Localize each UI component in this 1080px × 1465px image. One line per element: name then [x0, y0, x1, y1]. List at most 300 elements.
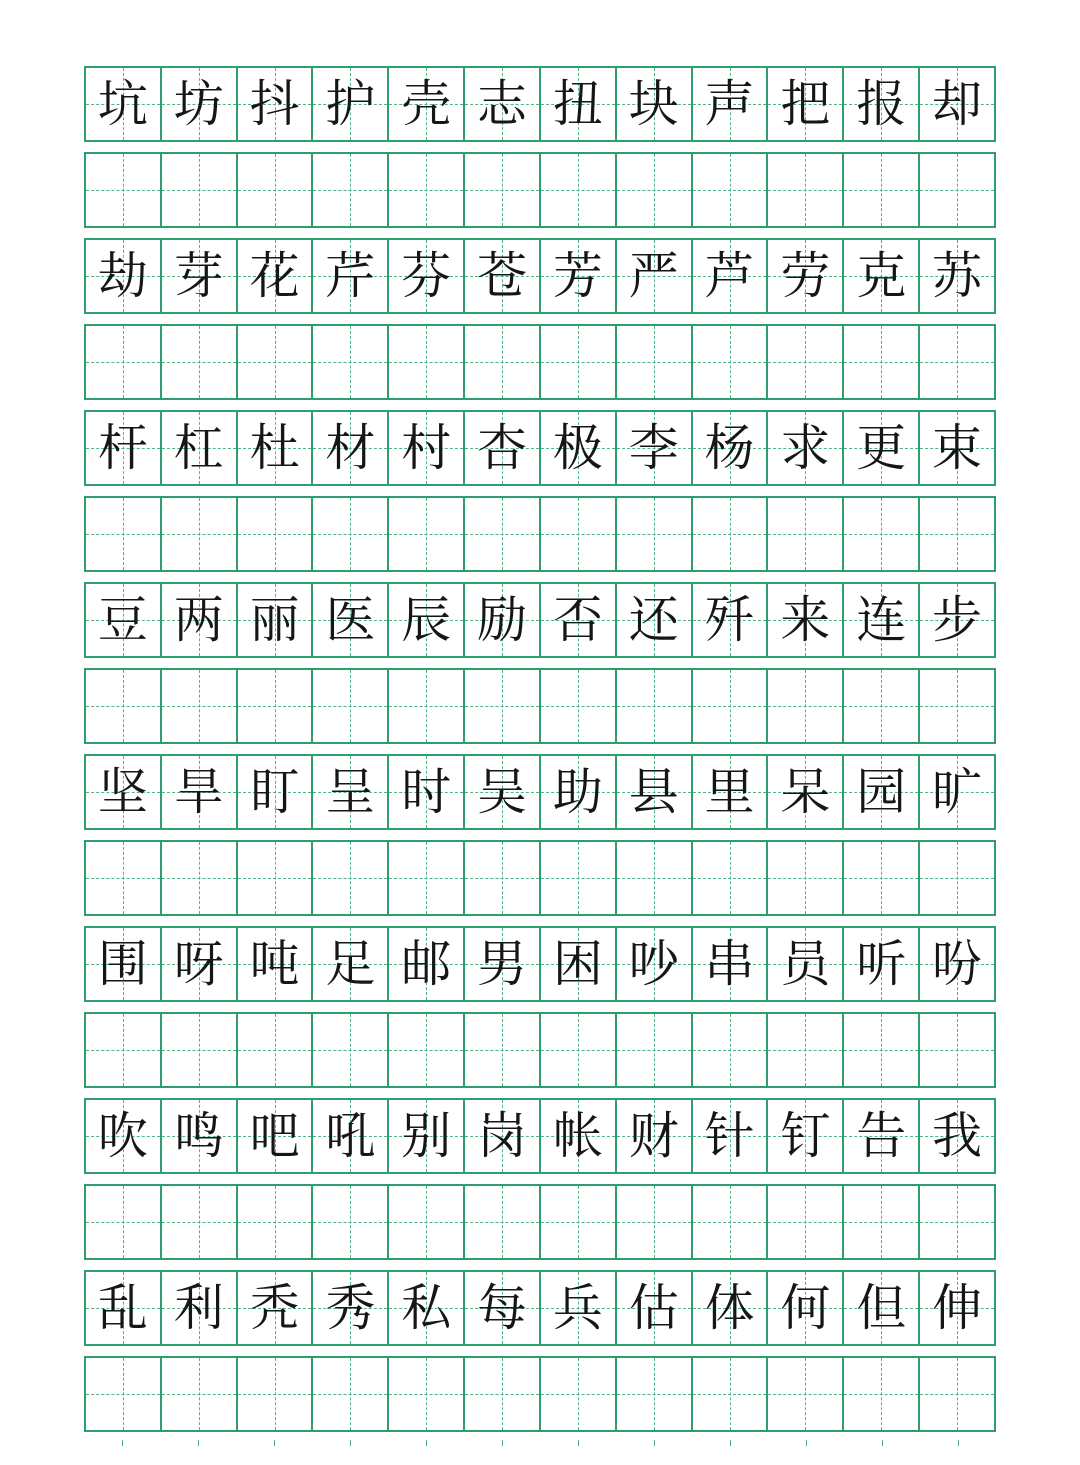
tian-grid-cell	[389, 584, 465, 656]
tian-grid-cell	[313, 68, 389, 140]
tian-grid-cell	[86, 1272, 162, 1344]
practice-cell[interactable]	[389, 1358, 465, 1430]
practice-row	[84, 496, 996, 572]
practice-cell[interactable]	[920, 498, 994, 570]
model-character: 杏	[477, 419, 528, 477]
tian-grid-cell	[768, 928, 844, 1000]
character-row	[84, 410, 996, 486]
practice-cell[interactable]	[162, 1014, 238, 1086]
model-character: 吹	[97, 1107, 148, 1165]
character-row	[84, 582, 996, 658]
tian-grid-cell	[541, 756, 617, 828]
model-character: 求	[780, 419, 831, 477]
practice-cell[interactable]	[844, 1014, 920, 1086]
practice-cell[interactable]	[693, 1186, 769, 1258]
tian-grid-cell	[617, 1272, 693, 1344]
practice-cell[interactable]	[313, 1358, 389, 1430]
tian-grid-cell	[86, 584, 162, 656]
tian-grid-cell	[86, 756, 162, 828]
practice-cell[interactable]	[844, 326, 920, 398]
model-character: 听	[856, 935, 907, 993]
tian-grid-cell	[238, 412, 314, 484]
practice-cell[interactable]	[541, 326, 617, 398]
model-character: 呈	[325, 763, 376, 821]
model-character: 员	[780, 935, 831, 993]
model-character: 辰	[401, 591, 452, 649]
tian-grid-cell	[313, 756, 389, 828]
practice-cell[interactable]	[844, 1186, 920, 1258]
tian-grid-cell	[617, 928, 693, 1000]
practice-cell[interactable]	[693, 154, 769, 226]
model-character: 壳	[401, 75, 452, 133]
model-character: 盯	[249, 763, 300, 821]
tian-grid-cell	[920, 584, 994, 656]
model-character: 里	[704, 763, 755, 821]
model-character: 但	[856, 1279, 907, 1337]
tian-grid-cell	[693, 68, 769, 140]
guide-mark	[388, 1440, 464, 1446]
practice-cell[interactable]	[844, 842, 920, 914]
model-character: 兵	[552, 1279, 603, 1337]
character-row	[84, 754, 996, 830]
tian-grid-cell	[768, 240, 844, 312]
practice-cell[interactable]	[162, 670, 238, 742]
tian-grid-cell	[389, 240, 465, 312]
practice-cell[interactable]	[162, 498, 238, 570]
tian-grid-cell	[162, 68, 238, 140]
guide-mark	[312, 1440, 388, 1446]
tian-grid-cell	[162, 756, 238, 828]
practice-cell[interactable]	[389, 670, 465, 742]
model-character: 告	[856, 1107, 907, 1165]
model-character: 我	[932, 1107, 983, 1165]
practice-cell[interactable]	[844, 670, 920, 742]
tian-grid-cell	[162, 240, 238, 312]
practice-cell[interactable]	[313, 326, 389, 398]
tian-grid-cell	[920, 412, 994, 484]
character-row	[84, 66, 996, 142]
practice-cell[interactable]	[617, 154, 693, 226]
model-character: 杨	[704, 419, 755, 477]
practice-cell[interactable]	[768, 1358, 844, 1430]
model-character: 秀	[325, 1279, 376, 1337]
model-character: 志	[477, 75, 528, 133]
tian-grid-cell	[238, 928, 314, 1000]
model-character: 花	[249, 247, 300, 305]
tian-grid-cell	[920, 756, 994, 828]
tian-grid-cell	[465, 584, 541, 656]
practice-cell[interactable]	[844, 498, 920, 570]
practice-cell[interactable]	[920, 1186, 994, 1258]
tian-grid-cell	[313, 1272, 389, 1344]
practice-row	[84, 1012, 996, 1088]
practice-cell[interactable]	[693, 1014, 769, 1086]
model-character: 报	[856, 75, 907, 133]
practice-cell[interactable]	[617, 1358, 693, 1430]
tian-grid-cell	[693, 1272, 769, 1344]
model-character: 足	[325, 935, 376, 993]
practice-cell[interactable]	[389, 154, 465, 226]
practice-cell[interactable]	[541, 498, 617, 570]
model-character: 困	[552, 935, 603, 993]
practice-cell[interactable]	[86, 1014, 162, 1086]
model-character: 串	[704, 935, 755, 993]
model-character: 邮	[401, 935, 452, 993]
model-character: 私	[401, 1279, 452, 1337]
tian-grid-cell	[238, 756, 314, 828]
practice-cell[interactable]	[844, 1358, 920, 1430]
practice-cell[interactable]	[920, 326, 994, 398]
practice-cell[interactable]	[920, 1014, 994, 1086]
practice-cell[interactable]	[313, 670, 389, 742]
model-character: 何	[780, 1279, 831, 1337]
model-character: 吨	[249, 935, 300, 993]
practice-cell[interactable]	[693, 842, 769, 914]
tian-grid-cell	[768, 756, 844, 828]
practice-row	[84, 668, 996, 744]
tian-grid-cell	[389, 68, 465, 140]
practice-cell[interactable]	[238, 1358, 314, 1430]
practice-cell[interactable]	[768, 1186, 844, 1258]
tian-grid-cell	[844, 1100, 920, 1172]
copybook-sheet	[84, 66, 996, 1442]
model-character: 苍	[477, 247, 528, 305]
model-character: 丽	[249, 591, 300, 649]
model-character: 坚	[97, 763, 148, 821]
tian-grid-cell	[465, 1272, 541, 1344]
practice-cell[interactable]	[541, 1358, 617, 1430]
practice-cell[interactable]	[389, 1014, 465, 1086]
model-character: 鸣	[173, 1107, 224, 1165]
practice-cell[interactable]	[238, 154, 314, 226]
tian-grid-cell	[162, 1272, 238, 1344]
model-character: 岗	[477, 1107, 528, 1165]
tian-grid-cell	[313, 1100, 389, 1172]
tian-grid-cell	[617, 68, 693, 140]
practice-cell[interactable]	[162, 1186, 238, 1258]
model-character: 吧	[249, 1107, 300, 1165]
model-character: 劫	[97, 247, 148, 305]
tian-grid-cell	[238, 1272, 314, 1344]
practice-cell[interactable]	[86, 1186, 162, 1258]
practice-cell[interactable]	[541, 1186, 617, 1258]
practice-cell[interactable]	[541, 842, 617, 914]
guide-mark	[844, 1440, 920, 1446]
tian-grid-cell	[617, 240, 693, 312]
practice-cell[interactable]	[768, 670, 844, 742]
practice-cell[interactable]	[465, 154, 541, 226]
tian-grid-cell	[617, 756, 693, 828]
tian-grid-cell	[693, 756, 769, 828]
tian-grid-cell	[162, 928, 238, 1000]
tian-grid-cell	[238, 68, 314, 140]
practice-cell[interactable]	[465, 842, 541, 914]
tian-grid-cell	[844, 584, 920, 656]
practice-cell[interactable]	[465, 1358, 541, 1430]
tian-grid-cell	[238, 1100, 314, 1172]
tian-grid-cell	[313, 412, 389, 484]
tian-grid-cell	[86, 928, 162, 1000]
guide-mark	[84, 1440, 160, 1446]
tian-grid-cell	[844, 412, 920, 484]
model-character: 豆	[97, 591, 148, 649]
practice-cell[interactable]	[313, 498, 389, 570]
practice-cell[interactable]	[617, 842, 693, 914]
tian-grid-cell	[86, 412, 162, 484]
tian-grid-cell	[844, 756, 920, 828]
model-character: 还	[628, 591, 679, 649]
practice-cell[interactable]	[86, 154, 162, 226]
practice-cell[interactable]	[541, 670, 617, 742]
tian-grid-cell	[465, 240, 541, 312]
tian-grid-cell	[389, 928, 465, 1000]
practice-row	[84, 324, 996, 400]
model-character: 励	[477, 591, 528, 649]
practice-row	[84, 840, 996, 916]
practice-cell[interactable]	[86, 670, 162, 742]
guide-mark	[540, 1440, 616, 1446]
practice-cell[interactable]	[465, 670, 541, 742]
model-character: 连	[856, 591, 907, 649]
practice-cell[interactable]	[617, 670, 693, 742]
practice-cell[interactable]	[238, 670, 314, 742]
practice-cell[interactable]	[693, 670, 769, 742]
tian-grid-cell	[389, 756, 465, 828]
tian-grid-cell	[389, 1272, 465, 1344]
practice-cell[interactable]	[162, 154, 238, 226]
model-character: 克	[856, 247, 907, 305]
model-character: 抖	[249, 75, 300, 133]
model-character: 坊	[173, 75, 224, 133]
model-character: 旱	[173, 763, 224, 821]
practice-cell[interactable]	[541, 154, 617, 226]
model-character: 杠	[173, 419, 224, 477]
tian-grid-cell	[768, 1272, 844, 1344]
practice-cell[interactable]	[86, 1358, 162, 1430]
guide-mark	[464, 1440, 540, 1446]
model-character: 呆	[780, 763, 831, 821]
model-character: 否	[552, 591, 603, 649]
tian-grid-cell	[162, 584, 238, 656]
practice-row	[84, 1184, 996, 1260]
model-character: 材	[325, 419, 376, 477]
model-character: 秃	[249, 1279, 300, 1337]
tian-grid-cell	[465, 928, 541, 1000]
practice-cell[interactable]	[162, 1358, 238, 1430]
tian-grid-cell	[389, 1100, 465, 1172]
tian-grid-cell	[541, 68, 617, 140]
model-character: 两	[173, 591, 224, 649]
model-character: 声	[704, 75, 755, 133]
practice-cell[interactable]	[238, 842, 314, 914]
model-character: 芳	[552, 247, 603, 305]
tian-grid-cell	[541, 1100, 617, 1172]
page-bottom-guide-marks	[84, 1440, 996, 1446]
model-character: 呀	[173, 935, 224, 993]
tian-grid-cell	[920, 1100, 994, 1172]
practice-cell[interactable]	[693, 326, 769, 398]
practice-cell[interactable]	[693, 498, 769, 570]
model-character: 芦	[704, 247, 755, 305]
model-character: 芹	[325, 247, 376, 305]
guide-mark	[768, 1440, 844, 1446]
tian-grid-cell	[541, 928, 617, 1000]
model-character: 帐	[552, 1107, 603, 1165]
model-character: 更	[856, 419, 907, 477]
tian-grid-cell	[693, 1100, 769, 1172]
tian-grid-cell	[617, 1100, 693, 1172]
model-character: 劳	[780, 247, 831, 305]
tian-grid-cell	[465, 68, 541, 140]
model-character: 钉	[780, 1107, 831, 1165]
tian-grid-cell	[844, 68, 920, 140]
tian-grid-cell	[541, 240, 617, 312]
tian-grid-cell	[693, 240, 769, 312]
model-character: 块	[628, 75, 679, 133]
model-character: 极	[552, 419, 603, 477]
practice-cell[interactable]	[238, 326, 314, 398]
tian-grid-cell	[617, 412, 693, 484]
model-character: 吼	[325, 1107, 376, 1165]
practice-cell[interactable]	[313, 1186, 389, 1258]
practice-cell[interactable]	[389, 498, 465, 570]
practice-cell[interactable]	[389, 326, 465, 398]
model-character: 来	[780, 591, 831, 649]
model-character: 财	[628, 1107, 679, 1165]
model-character: 每	[477, 1279, 528, 1337]
practice-cell[interactable]	[617, 326, 693, 398]
practice-cell[interactable]	[465, 326, 541, 398]
tian-grid-cell	[920, 68, 994, 140]
model-character: 吴	[477, 763, 528, 821]
tian-grid-cell	[389, 412, 465, 484]
practice-cell[interactable]	[465, 1014, 541, 1086]
character-row	[84, 1270, 996, 1346]
practice-cell[interactable]	[238, 1186, 314, 1258]
model-character: 针	[704, 1107, 755, 1165]
model-character: 吩	[932, 935, 983, 993]
practice-cell[interactable]	[693, 1358, 769, 1430]
tian-grid-cell	[541, 1272, 617, 1344]
tian-grid-cell	[768, 412, 844, 484]
model-character: 时	[401, 763, 452, 821]
practice-cell[interactable]	[465, 1186, 541, 1258]
model-character: 体	[704, 1279, 755, 1337]
practice-cell[interactable]	[389, 1186, 465, 1258]
guide-mark	[616, 1440, 692, 1446]
guide-mark	[920, 1440, 996, 1446]
practice-row	[84, 1356, 996, 1432]
model-character: 估	[628, 1279, 679, 1337]
tian-grid-cell	[693, 584, 769, 656]
tian-grid-cell	[844, 928, 920, 1000]
model-character: 旷	[932, 763, 983, 821]
tian-grid-cell	[844, 1272, 920, 1344]
practice-cell[interactable]	[465, 498, 541, 570]
model-character: 束	[932, 419, 983, 477]
tian-grid-cell	[86, 1100, 162, 1172]
model-character: 别	[401, 1107, 452, 1165]
model-character: 李	[628, 419, 679, 477]
practice-cell[interactable]	[617, 1014, 693, 1086]
practice-cell[interactable]	[389, 842, 465, 914]
practice-cell[interactable]	[238, 1014, 314, 1086]
model-character: 把	[780, 75, 831, 133]
model-character: 园	[856, 763, 907, 821]
practice-cell[interactable]	[844, 154, 920, 226]
practice-cell[interactable]	[313, 154, 389, 226]
practice-cell[interactable]	[617, 498, 693, 570]
tian-grid-cell	[162, 412, 238, 484]
tian-grid-cell	[693, 412, 769, 484]
model-character: 村	[401, 419, 452, 477]
character-row	[84, 238, 996, 314]
practice-cell[interactable]	[162, 842, 238, 914]
character-row	[84, 1098, 996, 1174]
model-character: 助	[552, 763, 603, 821]
practice-cell[interactable]	[313, 842, 389, 914]
tian-grid-cell	[768, 1100, 844, 1172]
tian-grid-cell	[920, 1272, 994, 1344]
tian-grid-cell	[313, 928, 389, 1000]
practice-cell[interactable]	[162, 326, 238, 398]
model-character: 却	[932, 75, 983, 133]
tian-grid-cell	[541, 584, 617, 656]
tian-grid-cell	[465, 412, 541, 484]
practice-cell[interactable]	[238, 498, 314, 570]
practice-cell[interactable]	[920, 1358, 994, 1430]
guide-mark	[692, 1440, 768, 1446]
model-character: 伸	[932, 1279, 983, 1337]
practice-cell[interactable]	[768, 1014, 844, 1086]
practice-cell[interactable]	[768, 498, 844, 570]
guide-mark	[236, 1440, 312, 1446]
practice-cell[interactable]	[541, 1014, 617, 1086]
character-row	[84, 926, 996, 1002]
practice-cell[interactable]	[920, 842, 994, 914]
model-character: 芽	[173, 247, 224, 305]
tian-grid-cell	[313, 240, 389, 312]
model-character: 利	[173, 1279, 224, 1337]
practice-cell[interactable]	[86, 498, 162, 570]
tian-grid-cell	[465, 1100, 541, 1172]
tian-grid-cell	[238, 240, 314, 312]
practice-cell[interactable]	[86, 326, 162, 398]
practice-cell[interactable]	[768, 326, 844, 398]
practice-cell[interactable]	[86, 842, 162, 914]
practice-cell[interactable]	[768, 842, 844, 914]
guide-mark	[160, 1440, 236, 1446]
practice-row	[84, 152, 996, 228]
practice-cell[interactable]	[768, 154, 844, 226]
tian-grid-cell	[920, 928, 994, 1000]
tian-grid-cell	[238, 584, 314, 656]
model-character: 乱	[97, 1279, 148, 1337]
tian-grid-cell	[86, 68, 162, 140]
model-character: 县	[628, 763, 679, 821]
model-character: 歼	[704, 591, 755, 649]
practice-cell[interactable]	[617, 1186, 693, 1258]
tian-grid-cell	[768, 584, 844, 656]
tian-grid-cell	[768, 68, 844, 140]
practice-cell[interactable]	[920, 154, 994, 226]
model-character: 扭	[552, 75, 603, 133]
tian-grid-cell	[465, 756, 541, 828]
model-character: 步	[932, 591, 983, 649]
practice-cell[interactable]	[920, 670, 994, 742]
practice-cell[interactable]	[313, 1014, 389, 1086]
tian-grid-cell	[86, 240, 162, 312]
